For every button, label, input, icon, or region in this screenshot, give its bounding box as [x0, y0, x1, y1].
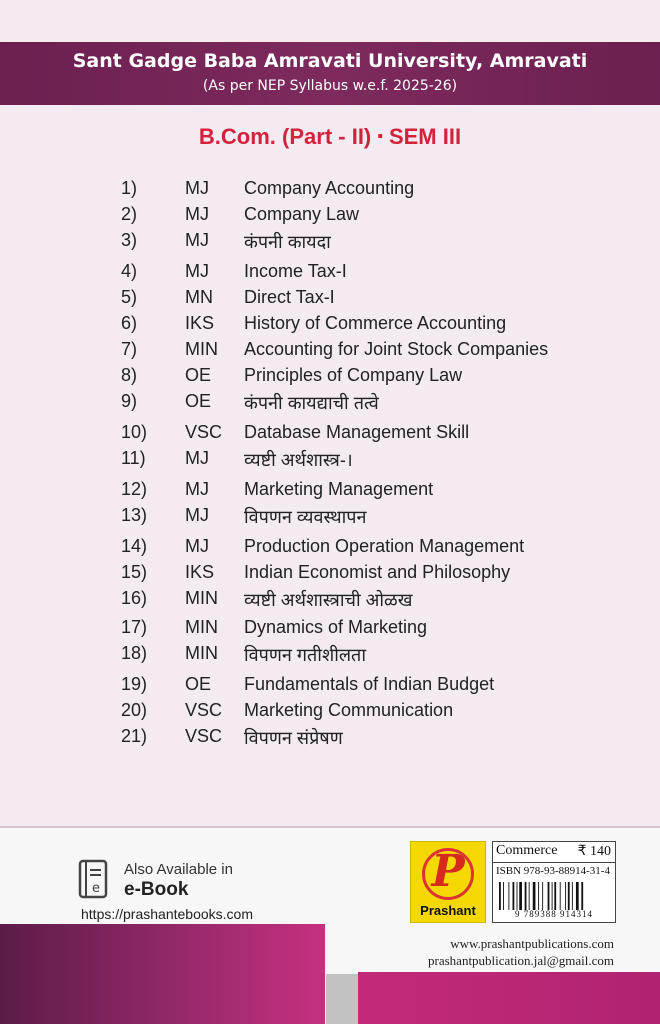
subject-title: व्यष्टी अर्थशास्त्र-। [244, 450, 353, 470]
subject-row [0, 562, 660, 588]
ebook-site-link[interactable]: https://prashantebooks.com [81, 906, 253, 922]
subject-row [0, 339, 660, 365]
university-title: Sant Gadge Baba Amravati University, Amravati [72, 50, 588, 72]
syllabus-note: (As per NEP Syllabus w.e.f. 2025-26) [202, 78, 458, 94]
subject-row [0, 422, 660, 448]
subject-row [0, 536, 660, 562]
title-banner [0, 42, 660, 105]
subject-number: 14) [121, 536, 148, 556]
subject-row [0, 674, 660, 700]
svg-text:e: e [92, 881, 100, 896]
subject-title: Accounting for Joint Stock Companies [244, 339, 549, 359]
subject-title: विपणन संप्रेषण [244, 728, 343, 748]
subject-title: Income Tax-I [244, 261, 347, 281]
subject-title: History of Commerce Accounting [244, 313, 507, 333]
footer-divider [0, 826, 660, 828]
subject-number: 9) [121, 391, 138, 411]
subject-row [0, 313, 660, 339]
publisher-logo [410, 841, 486, 923]
barcode [499, 882, 609, 910]
subject-code: VSC [185, 700, 223, 720]
subject-row [0, 261, 660, 287]
subject-title: Marketing Communication [244, 700, 454, 720]
subject-title: Marketing Management [244, 479, 434, 499]
subject-code: MJ [185, 448, 209, 468]
subject-number: 20) [121, 700, 148, 720]
subject-code: OE [185, 365, 212, 385]
barcode-digits: 9 789388 914314 [515, 909, 593, 919]
subject-title: विपणन व्यवस्थापन [244, 507, 367, 527]
ebook-label: e-Book [124, 879, 189, 900]
subject-code: MIN [185, 617, 218, 637]
subject-row [0, 505, 660, 531]
subject-number: 5) [121, 287, 138, 307]
subject-number: 2) [121, 204, 138, 224]
isbn-label: ISBN 978-93-88914-31-4 [496, 865, 610, 877]
course-separator: ▪ [377, 128, 383, 145]
subject-code: MIN [185, 339, 218, 359]
subject-code: MJ [185, 505, 209, 525]
subject-row [0, 617, 660, 643]
subject-row [0, 204, 660, 230]
subject-code: MJ [185, 204, 209, 224]
subject-number: 10) [121, 422, 148, 442]
subject-title: कंपनी कायदा [244, 232, 331, 252]
subject-number: 7) [121, 339, 138, 359]
semester: SEM III [388, 124, 462, 149]
decorative-band-right [358, 972, 660, 1024]
subject-title: विपणन गतीशीलता [244, 645, 366, 665]
course-heading [0, 124, 660, 150]
subject-number: 12) [121, 479, 148, 499]
subject-title: Dynamics of Marketing [244, 617, 428, 637]
subject-row [0, 448, 660, 474]
subject-code: VSC [185, 422, 223, 442]
subject-title: Fundamentals of Indian Budget [244, 674, 495, 694]
subject-title: Company Law [244, 204, 360, 224]
decorative-band-left [0, 924, 325, 1024]
subject-code: MJ [185, 479, 209, 499]
subject-title: Production Operation Management [244, 536, 525, 556]
subject-title: Indian Economist and Philosophy [244, 562, 511, 582]
subject-number: 1) [121, 178, 138, 198]
price-isbn-box [492, 841, 616, 923]
subject-row [0, 287, 660, 313]
subject-number: 4) [121, 261, 138, 281]
subject-code: MN [185, 287, 213, 307]
subject-number: 3) [121, 230, 138, 250]
subject-row [0, 391, 660, 417]
subject-number: 21) [121, 726, 148, 746]
subject-number: 15) [121, 562, 148, 582]
category-label: Commerce [496, 843, 558, 858]
subject-row [0, 588, 660, 614]
subject-code: MJ [185, 230, 209, 250]
price-label: ₹ 140 [577, 844, 611, 859]
ebook-icon [77, 858, 113, 902]
subject-number: 19) [121, 674, 148, 694]
subject-title: Database Management Skill [244, 422, 470, 442]
subject-code: MIN [185, 588, 218, 608]
subject-code: MJ [185, 536, 209, 556]
subject-number: 17) [121, 617, 148, 637]
subject-number: 16) [121, 588, 148, 608]
subject-code: OE [185, 391, 212, 411]
subject-row [0, 700, 660, 726]
also-available-text: Also Available in [124, 861, 233, 878]
subject-code: MJ [185, 261, 209, 281]
subject-number: 8) [121, 365, 138, 385]
subject-number: 6) [121, 313, 138, 333]
subject-row [0, 479, 660, 505]
publisher-name: Prashant [420, 903, 476, 918]
subject-title: Direct Tax-I [244, 287, 335, 307]
subject-row [0, 365, 660, 391]
publisher-email[interactable]: prashantpublication.jal@gmail.com [428, 953, 614, 968]
subject-row [0, 643, 660, 669]
pricebox-divider [493, 862, 615, 863]
subject-code: MJ [185, 178, 209, 198]
subject-title: व्यष्टी अर्थशास्त्राची ओळख [244, 590, 413, 610]
logo-letter: P [431, 846, 465, 897]
course-name: B.Com. (Part - II) [198, 124, 372, 149]
subject-row [0, 230, 660, 256]
publisher-website[interactable]: www.prashantpublications.com [450, 936, 614, 951]
subject-code: OE [185, 674, 212, 694]
subject-code: IKS [185, 562, 215, 582]
subject-number: 18) [121, 643, 148, 663]
subject-code: VSC [185, 726, 223, 746]
subject-number: 11) [121, 448, 146, 468]
subject-title: कंपनी कायद्याची तत्वे [244, 393, 379, 413]
subject-code: IKS [185, 313, 215, 333]
subject-title: Company Accounting [244, 178, 415, 198]
subject-number: 13) [121, 505, 148, 525]
subject-code: MIN [185, 643, 218, 663]
subject-row [0, 726, 660, 752]
subject-title: Principles of Company Law [244, 365, 463, 385]
subject-row [0, 178, 660, 204]
